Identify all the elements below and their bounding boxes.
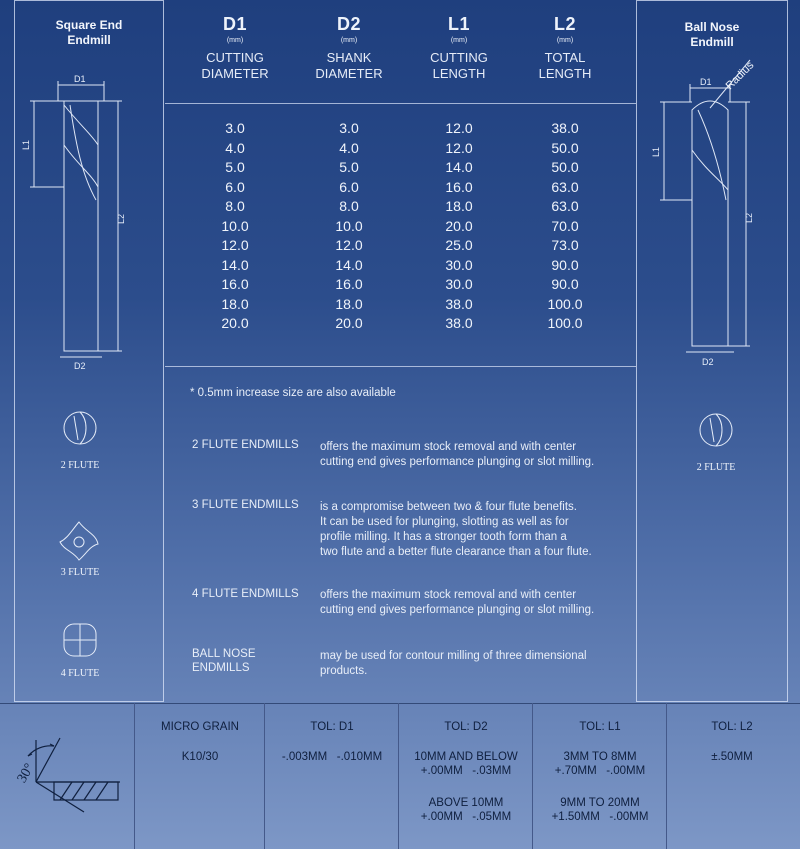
ball-d2-dim-label: D2	[702, 357, 714, 367]
table-cell: 18.0	[335, 295, 363, 312]
column-header-l2: L2 (mm) TOTAL LENGTH	[538, 14, 592, 81]
table-cell: 70.0	[551, 217, 579, 234]
ball-l2-dim-label: L2	[744, 212, 754, 223]
header-divider	[165, 103, 636, 104]
bottom-divider-3	[398, 703, 399, 849]
ball-l1-dim-label: L1	[651, 146, 661, 157]
square-end-endmill-diagram	[20, 75, 140, 375]
table-cell: 5.0	[225, 159, 245, 175]
3-flute-cross-section-icon	[56, 518, 102, 564]
2-flute-endmills-desc: offers the maximum stock removal and with center cutting end gives performance plunging or slot milling.	[320, 441, 595, 468]
table-cell: 90.0	[551, 256, 579, 273]
table-cell: 38.0	[445, 315, 473, 331]
table-row	[165, 315, 635, 333]
table-cell: 25.0	[445, 237, 473, 253]
table-cell: 14.0	[221, 256, 249, 273]
4-flute-caption: 4 FLUTE	[60, 668, 100, 679]
grade-cell: MICRO GRAIN K10/30	[161, 721, 239, 763]
d2-dim-label: D2	[74, 361, 86, 371]
table-cell: 14.0	[445, 159, 473, 175]
l1-dim-label: L1	[21, 139, 31, 150]
table-row	[165, 140, 635, 158]
tol-d2-cell: TOL: D2 10MM AND BELOW +.00MM -.03MM ABOVE 10MM +.00MM -.05MM	[414, 721, 518, 823]
table-row	[165, 218, 635, 236]
table-cell: 3.0	[225, 120, 245, 136]
table-row	[165, 296, 635, 314]
4-flute-cross-section-icon	[58, 618, 102, 662]
bottom-divider-1	[134, 703, 135, 849]
table-cell: 4.0	[339, 139, 359, 156]
availability-note: * 0.5mm increase size are also available	[190, 387, 396, 399]
bottom-divider-4	[532, 703, 533, 849]
table-cell: 90.0	[551, 276, 579, 292]
column-header-l1: L1 (mm) CUTTING LENGTH	[430, 14, 488, 81]
table-row	[165, 257, 635, 275]
table-cell: 63.0	[551, 198, 579, 214]
square-end-title: Square End Endmill	[55, 18, 123, 47]
table-cell: 18.0	[445, 198, 473, 214]
table-cell: 12.0	[445, 139, 473, 156]
table-cell: 16.0	[335, 276, 363, 292]
table-cell: 5.0	[339, 159, 359, 175]
bottom-divider-5	[666, 703, 667, 849]
table-cell: 20.0	[335, 315, 363, 331]
ball-nose-endmills-desc: may be used for contour milling of three dimensional products.	[320, 650, 587, 677]
angle-value: 30°	[14, 761, 38, 786]
table-cell: 12.0	[335, 237, 363, 253]
rake-angle-diagram	[10, 720, 130, 820]
table-cell: 10.0	[335, 217, 363, 234]
table-cell: 4.0	[225, 139, 245, 156]
ball-d1-dim-label: D1	[700, 77, 712, 87]
table-cell: 100.0	[547, 295, 583, 312]
table-cell: 100.0	[547, 315, 583, 331]
table-row	[165, 179, 635, 197]
table-cell: 14.0	[335, 256, 363, 273]
table-cell: 18.0	[221, 295, 249, 312]
table-cell: 20.0	[445, 217, 473, 234]
table-row	[165, 120, 635, 138]
table-cell: 16.0	[221, 276, 249, 292]
table-cell: 10.0	[221, 217, 249, 234]
table-cell: 3.0	[339, 120, 359, 136]
table-cell: 20.0	[221, 315, 249, 331]
2-flute-cross-section-icon	[60, 408, 100, 448]
4-flute-endmills-label: 4 FLUTE ENDMILLS	[192, 588, 299, 600]
table-cell: 8.0	[339, 198, 359, 214]
3-flute-caption: 3 FLUTE	[60, 567, 100, 578]
ball-nose-title: Ball Nose Endmill	[684, 20, 740, 49]
table-row	[165, 237, 635, 255]
ball-2-flute-cross-section-icon	[696, 410, 736, 450]
table-cell: 50.0	[551, 159, 579, 175]
column-header-d1: D1 (mm) CUTTING DIAMETER	[201, 14, 269, 81]
table-cell: 50.0	[551, 139, 579, 156]
ball-nose-endmill-diagram	[650, 50, 780, 380]
table-cell: 38.0	[551, 120, 579, 136]
table-row	[165, 159, 635, 177]
2-flute-endmills-label: 2 FLUTE ENDMILLS	[192, 439, 299, 451]
table-cell: 6.0	[225, 178, 245, 195]
table-divider	[165, 366, 636, 367]
table-cell: 6.0	[339, 178, 359, 195]
table-cell: 30.0	[445, 276, 473, 292]
ball-2-flute-caption: 2 FLUTE	[696, 462, 736, 473]
table-cell: 30.0	[445, 256, 473, 273]
radius-label: Radius	[723, 59, 757, 93]
table-cell: 16.0	[445, 178, 473, 195]
l2-dim-label: L2	[116, 213, 126, 224]
tol-d1-cell: TOL: D1 -.003MM -.010MM	[281, 721, 383, 763]
3-flute-endmills-label: 3 FLUTE ENDMILLS	[192, 499, 299, 511]
2-flute-caption: 2 FLUTE	[60, 460, 100, 471]
d1-dim-label: D1	[74, 75, 86, 84]
table-cell: 12.0	[221, 237, 249, 253]
tol-l1-cell: TOL: L1 3MM TO 8MM +.70MM -.00MM 9MM TO 20MM +1.50MM -.00MM	[551, 721, 649, 823]
4-flute-endmills-desc: offers the maximum stock removal and with center cutting end gives performance plunging or slot milling.	[320, 589, 595, 616]
3-flute-endmills-desc: is a compromise between two & four flute benefits. It can be used for plunging, slotting as well as for profile milling. It has a stronger tooth form than a two flute and a better flute clearance than a four flute.	[320, 501, 592, 558]
table-row	[165, 276, 635, 294]
table-cell: 12.0	[445, 120, 473, 136]
table-cell: 63.0	[551, 178, 579, 195]
bottom-divider-2	[264, 703, 265, 849]
table-cell: 38.0	[445, 295, 473, 312]
ball-nose-endmills-label: BALL NOSE ENDMILLS	[192, 648, 256, 674]
bottom-strip-top-border	[0, 703, 800, 704]
tol-l2-cell: TOL: L2 ±.50MM	[711, 721, 753, 763]
table-row	[165, 198, 635, 216]
table-cell: 8.0	[225, 198, 245, 214]
table-cell: 73.0	[551, 237, 579, 253]
column-header-d2: D2 (mm) SHANK DIAMETER	[315, 14, 383, 81]
